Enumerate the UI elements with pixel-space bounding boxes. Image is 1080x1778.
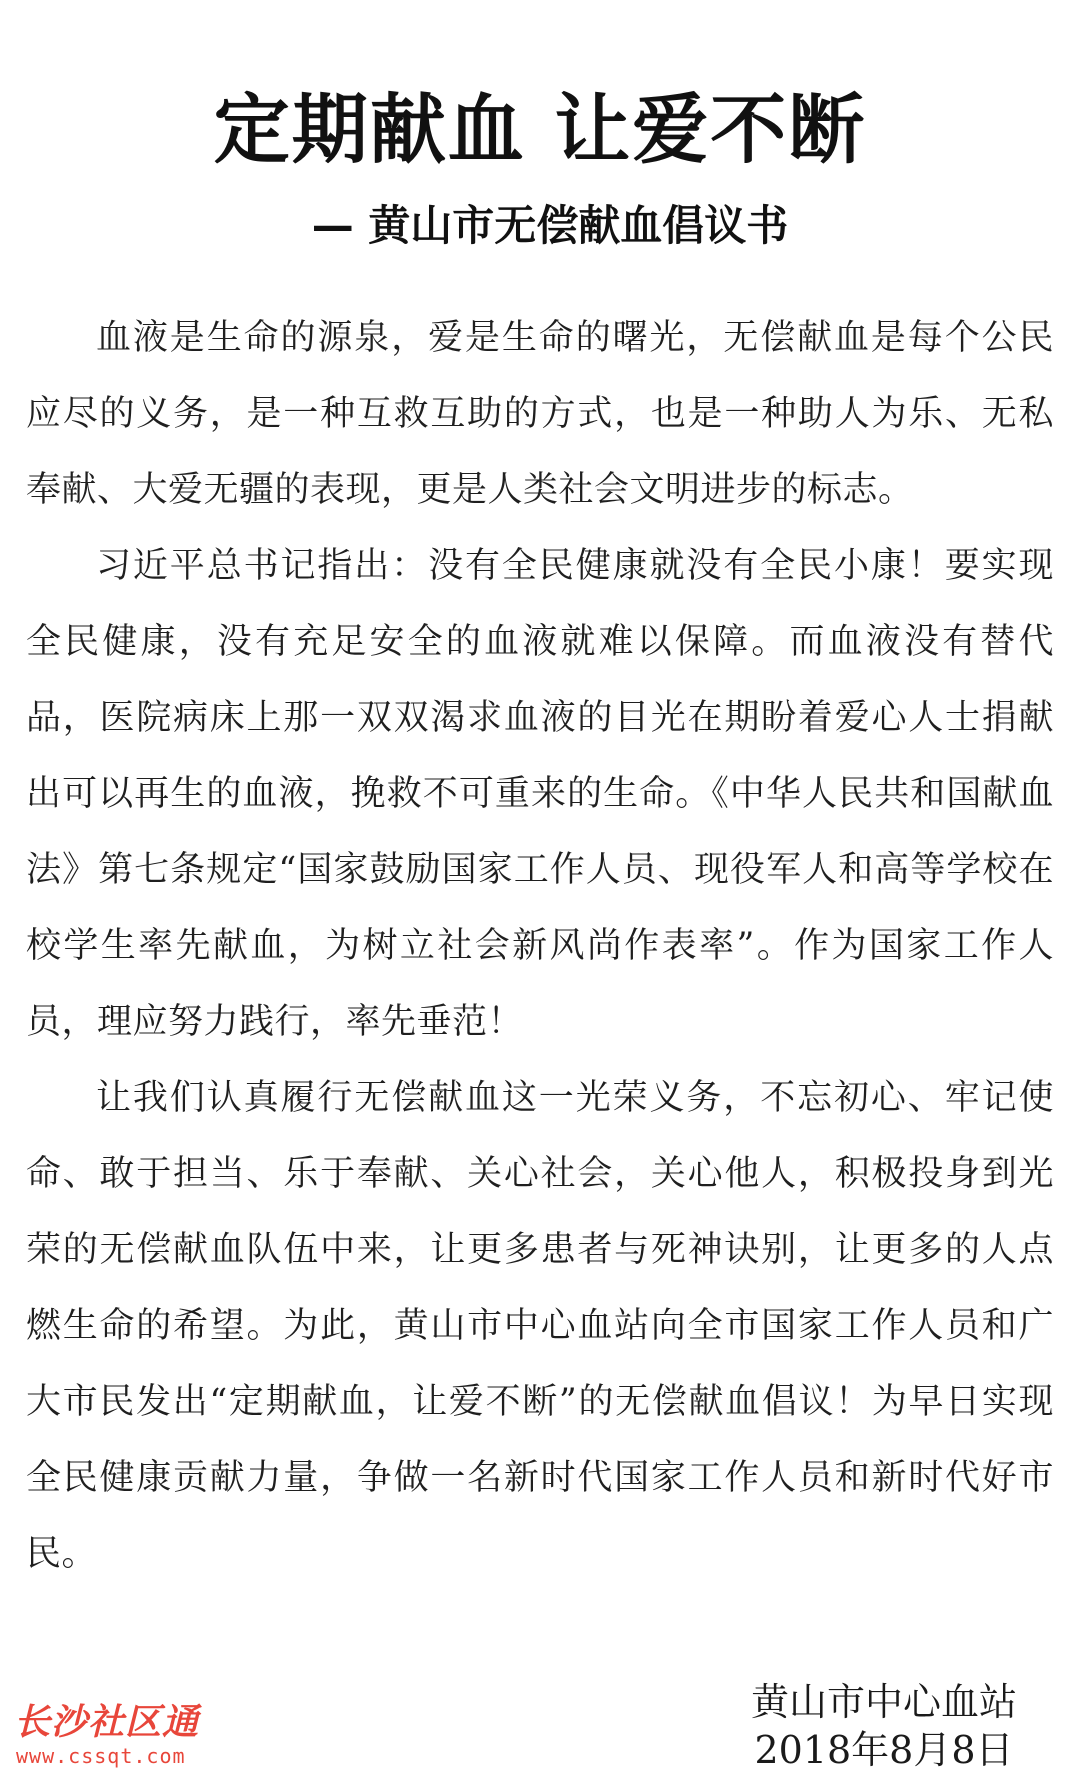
signature-organization: 黄山市中心血站 — [750, 1680, 1017, 1724]
signature-block — [724, 1678, 1044, 1774]
paragraph-call-to-action: 让我们认真履行无偿献血这一光荣义务，不忘初心、牢记使命、敢于担当、乐于奉献、关心社会，关心他人，积极投身到光荣的无偿献血队伍中来，让更多患者与死神诀别，让更多的人点燃生命的希望。为此，黄山市中心血站向全市国家工作人员和广大市民发出“定期献血，让爱不断”的无偿献血倡议！为早日实现全民健康贡献力量，争做一名新时代国家工作人员和新时代好市民。 — [26, 1078, 1054, 1574]
watermark-name: 长沙社区通 — [14, 1702, 200, 1743]
document-title: 定期献血 让爱不断 — [213, 85, 867, 174]
document-body — [26, 300, 1054, 1592]
document-subtitle: — 黄山市无偿献血倡议书 — [311, 201, 789, 250]
watermark-url: www.cssqt.com — [16, 1744, 186, 1768]
signature-date: 2018年8月8日 — [754, 1728, 1014, 1772]
site-watermark — [14, 1702, 254, 1768]
paragraph-policy: 习近平总书记指出：没有全民健康就没有全民小康！要实现全民健康，没有充足安全的血液就难以保障。而血液没有替代品，医院病床上那一双双渴求血液的目光在期盼着爱心人士捐献出可以再生的血液，挽救不可重来的生命。《中华人民共和国献血法》第七条规定“国家鼓励国家工作人员、现役军人和高等学校在校学生率先献血，为树立社会新风尚作表率”。作为国家工作人员，理应努力践行，率先垂范！ — [26, 546, 1054, 1042]
paragraph-intro: 血液是生命的源泉，爱是生命的曙光，无偿献血是每个公民应尽的义务，是一种互救互助的方式，也是一种助人为乐、无私奉献、大爱无疆的表现，更是人类社会文明进步的标志。 — [26, 318, 1054, 510]
